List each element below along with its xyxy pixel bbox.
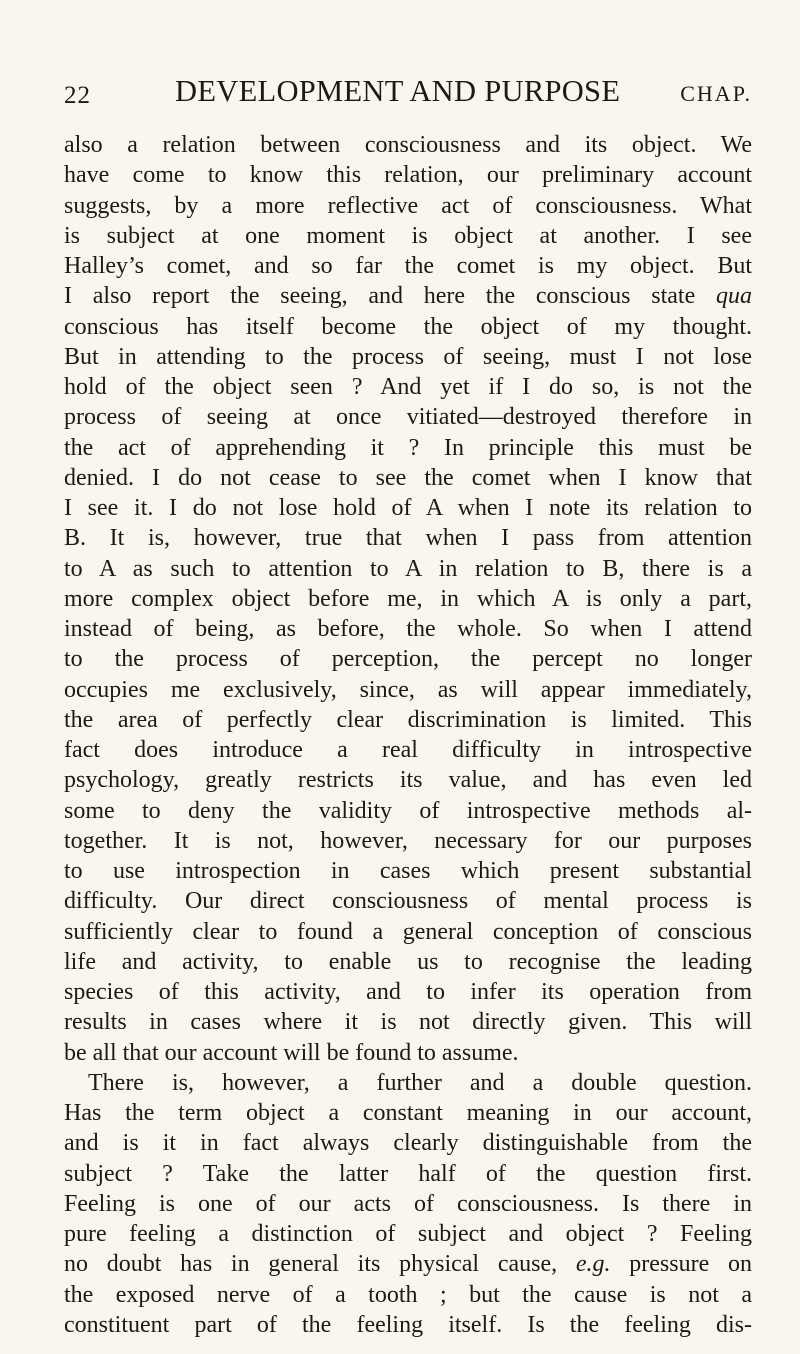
- running-head: [64, 74, 752, 114]
- text-line: and is it in fact always clearly distinguishable from the: [64, 1130, 752, 1157]
- text-line: I see it. I do not lose hold of A when I note its relation to: [64, 495, 752, 521]
- text-line: no doubt has in general its physical cause, e.g. pressure on: [64, 1251, 752, 1278]
- text-line: psychology, greatly restricts its value, and has even led: [64, 767, 752, 794]
- text-line: more complex object before me, in which A is only a part,: [64, 585, 752, 612]
- text-line: subject ? Take the latter half of the question first.: [64, 1160, 752, 1187]
- text-line: B. It is, however, true that when I pass from attention: [64, 525, 752, 552]
- text-line: difficulty. Our direct consciousness of mental process is: [64, 888, 752, 915]
- text-line: species of this activity, and to infer its operation from: [64, 979, 752, 1005]
- text-line: Halley’s comet, and so far the comet is my object. But: [64, 253, 752, 279]
- text-line: conscious has itself become the object of my thought.: [64, 313, 752, 340]
- italic-term: qua: [716, 283, 752, 310]
- text-line: denied. I do not cease to see the comet when I know that: [64, 464, 752, 491]
- text-line: the area of perfectly clear discrimination is limited. This: [64, 706, 752, 733]
- text-line: Feeling is one of our acts of consciousness. Is there in: [64, 1190, 752, 1217]
- page-content: [64, 74, 752, 1340]
- text-line: fact does introduce a real difficulty in introspective: [64, 737, 752, 763]
- text-line: constituent part of the feeling itself. Is the feeling dis-: [64, 1311, 752, 1338]
- text-line: life and activity, to enable us to recognise the leading: [64, 948, 752, 975]
- text-line: is subject at one moment is object at another. I see: [64, 222, 752, 249]
- text-line: Has the term object a constant meaning in our account,: [64, 1100, 752, 1126]
- body-text: [64, 130, 752, 1340]
- text-line: sufficiently clear to found a general conception of conscious: [64, 918, 752, 945]
- running-title: DEVELOPMENT AND PURPOSE: [175, 74, 621, 108]
- italic-term: e.g.: [575, 1251, 611, 1278]
- text-line: have come to know this relation, our preliminary account: [64, 162, 752, 189]
- text-line: together. It is not, however, necessary for our purposes: [64, 827, 752, 854]
- text-line: pure feeling a distinction of subject and object ? Feeling: [64, 1221, 752, 1247]
- text-line: to use introspection in cases which present substantial: [64, 858, 752, 884]
- text-line: But in attending to the process of seeing, must I not lose: [64, 343, 752, 370]
- text-line: also a relation between consciousness and its object. We: [64, 132, 752, 158]
- text-line: some to deny the validity of introspective methods al-: [64, 797, 752, 824]
- text-line: occupies me exclusively, since, as will appear immediately,: [64, 676, 752, 703]
- page-number: 22: [64, 82, 91, 109]
- text-line: hold of the object seen ? And yet if I do so, is not the: [64, 374, 752, 400]
- text-line: instead of being, as before, the whole. So when I attend: [64, 616, 752, 642]
- text-line: suggests, by a more reflective act of consciousness. What: [64, 192, 752, 219]
- paragraph-end-line: be all that our account will be found to assume.: [64, 1039, 519, 1066]
- text-line: to the process of perception, the percept no longer: [64, 646, 752, 673]
- text-line: to A as such to attention to A in relation to B, there is a: [64, 555, 752, 582]
- paragraph-start-line: There is, however, a further and a double question.: [88, 1069, 752, 1096]
- text-line: the exposed nerve of a tooth ; but the cause is not a: [64, 1281, 752, 1308]
- text-line: results in cases where it is not directly given. This will: [64, 1009, 752, 1036]
- text-line: I also report the seeing, and here the conscious state qua: [64, 283, 752, 310]
- text-line: process of seeing at once vitiated—destroyed therefore in: [64, 404, 752, 431]
- text-line: the act of apprehending it ? In principle this must be: [64, 434, 752, 461]
- chapter-mark: CHAP.: [680, 81, 752, 106]
